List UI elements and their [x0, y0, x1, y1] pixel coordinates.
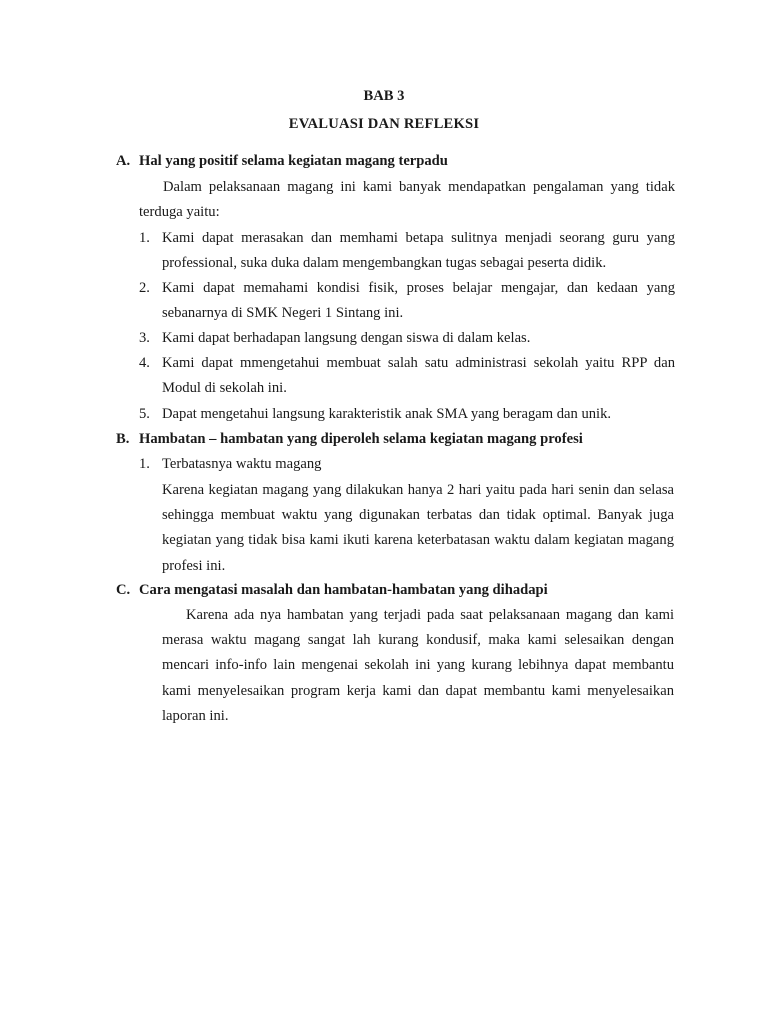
- list-item-text: Kami dapat merasakan dan memhami betapa sulitnya menjadi seorang guru yang professional, suka duka dalam mengembangkan tugas sebagai peserta didik.: [162, 230, 675, 272]
- chapter-title: EVALUASI DAN REFLEKSI: [288, 116, 480, 132]
- list-item: [139, 326, 675, 351]
- section-a-intro: Dalam pelaksanaan magang ini kami banyak mendapatkan pengalaman yang tidak terduga yaitu:: [139, 179, 675, 221]
- list-item-text: Kami dapat mmengetahui membuat salah satu administrasi sekolah yaitu RPP dan Modul di sekolah ini.: [162, 355, 675, 397]
- list-item-title: Terbatasnya waktu magang: [162, 456, 322, 472]
- list-item-text: Dapat mengetahui langsung karakteristik anak SMA yang beragam dan unik.: [162, 406, 612, 422]
- section-b-item-body: Karena kegiatan magang yang dilakukan hanya 2 hari yaitu pada hari senin dan selasa sehingga membuat waktu yang digunakan terbatas dan tidak optimal. Banyak juga kegiatan yang tidak bisa kami ikuti karena keterbatasan waktu dalam kegiatan magang profesi ini.: [162, 482, 674, 574]
- list-item-text: Kami dapat memahami kondisi fisik, proses belajar mengajar, dan kedaan yang sebanarnya di SMK Negeri 1 Sintang ini.: [162, 280, 675, 322]
- section-c-heading: [116, 578, 716, 603]
- list-item-number: 5.: [139, 406, 150, 422]
- list-item-number: 1.: [139, 456, 150, 472]
- list-item-number: 4.: [139, 355, 150, 371]
- section-b-heading: [116, 427, 716, 452]
- section-c-letter: C.: [116, 582, 131, 598]
- list-item: [139, 226, 675, 276]
- section-c-title: Cara mengatasi masalah dan hambatan-hambatan yang dihadapi: [139, 582, 548, 598]
- section-a-title: Hal yang positif selama kegiatan magang terpadu: [139, 153, 448, 169]
- section-b-letter: B.: [116, 431, 130, 447]
- section-a-letter: A.: [116, 153, 131, 169]
- list-item: [139, 402, 675, 427]
- list-item-number: 1.: [139, 230, 150, 246]
- list-item-number: 3.: [139, 330, 150, 346]
- chapter-number: BAB 3: [363, 88, 405, 104]
- list-item: [139, 351, 675, 401]
- list-item: [139, 276, 675, 326]
- section-c-body: Karena ada nya hambatan yang terjadi pada saat pelaksanaan magang dan kami merasa waktu magang sangat lah kurang kondusif, maka kami selesaikan dengan mencari info-info lain mengenai sekolah ini yang kurang lebihnya dapat membantu kami menyelesaikan program kerja kami dan dapat membantu kami menyelesaikan laporan ini.: [162, 607, 674, 724]
- list-item-number: 2.: [139, 280, 150, 296]
- section-a-heading: [116, 149, 676, 174]
- list-item: [139, 452, 675, 477]
- list-item-text: Kami dapat berhadapan langsung dengan siswa di dalam kelas.: [162, 330, 531, 346]
- section-b-title: Hambatan – hambatan yang diperoleh selama kegiatan magang profesi: [139, 431, 583, 447]
